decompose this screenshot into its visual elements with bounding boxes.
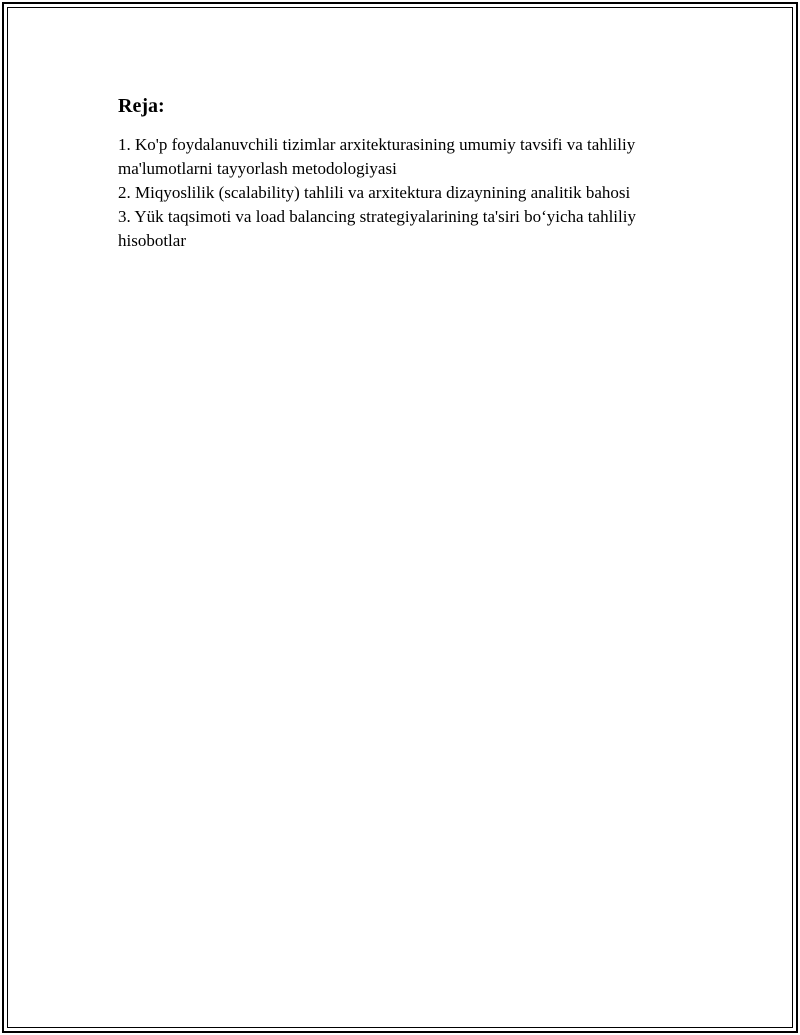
- plan-item-3: 3. Yük taqsimoti va load balancing strategiyalarining ta'siri bo‘yicha tahliliy hisobotlar: [118, 207, 636, 250]
- plan-item-2: 2. Miqyoslilik (scalability) tahlili va arxitektura dizaynining analitik bahosi: [118, 183, 631, 202]
- page-title: Reja:: [118, 95, 165, 117]
- plan-item-1: 1. Ko'p foydalanuvchili tizimlar arxitekturasining umumiy tavsifi va tahliliy ma'lumotlarni tayyorlash metodologiyasi: [118, 135, 636, 178]
- plan-list: [118, 133, 698, 253]
- document-body: [118, 93, 698, 253]
